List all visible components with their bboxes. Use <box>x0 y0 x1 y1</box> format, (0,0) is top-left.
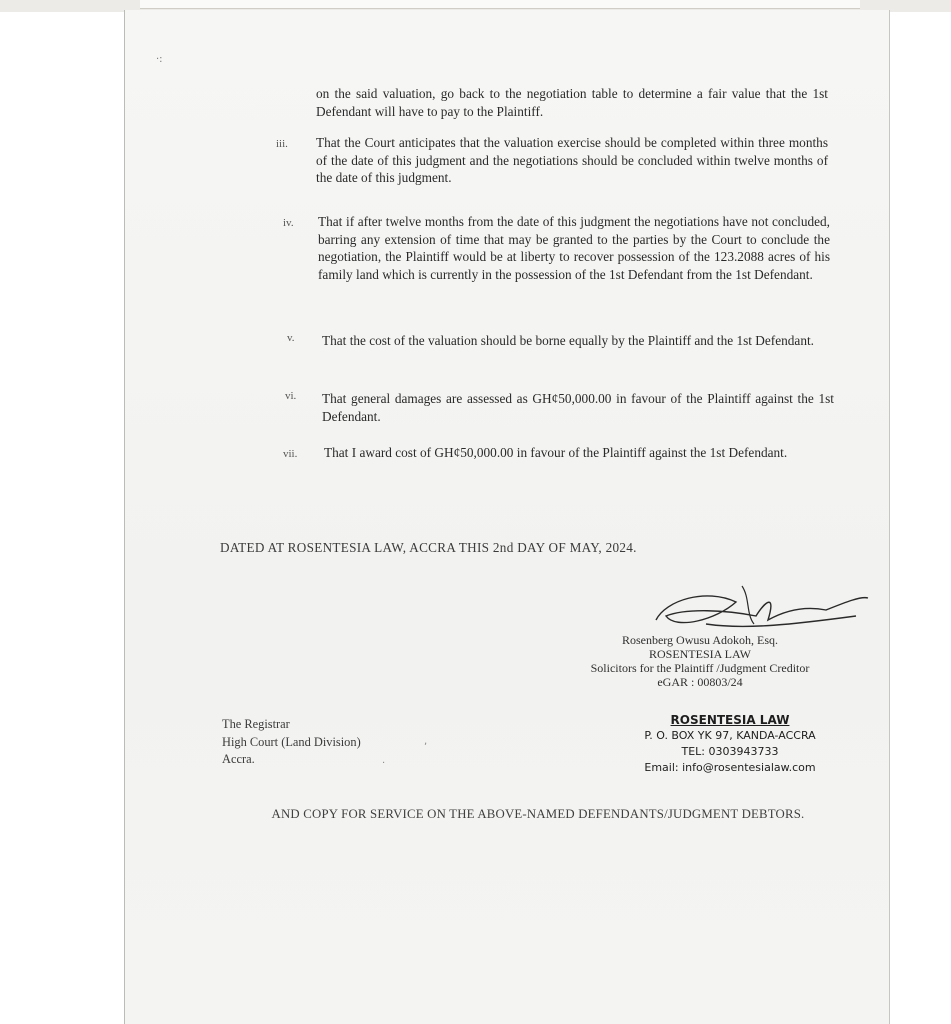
stamp-address: P. O. BOX YK 97, KANDA-ACCRA <box>644 729 816 742</box>
signatory-firm: ROSENTESIA LAW <box>648 647 752 661</box>
paragraph-text: That I award cost of GH¢50,000.00 in favour of the Plaintiff against the 1st Defendant. <box>324 445 788 460</box>
paragraph-text: on the said valuation, go back to the negotiation table to determine a fair value that the 1st Defendant will have to pay to the Plaintiff. <box>316 86 828 119</box>
service-notice: AND COPY FOR SERVICE ON THE ABOVE-NAMED DEFENDANTS/JUDGMENT DEBTORS. <box>271 807 805 821</box>
paragraph-text: That the cost of the valuation should be borne equally by the Plaintiff and the 1st Defendant. <box>322 333 814 348</box>
paragraph-numeral: iv. <box>283 217 294 229</box>
recipient-line-1: The Registrar <box>222 717 290 731</box>
recipient-address <box>222 716 361 769</box>
paragraph-numeral: vi. <box>285 390 297 402</box>
paragraph-text: That the Court anticipates that the valuation exercise should be completed within three months of the date of this judgment and the negotiations should be concluded within twelve months of the date of this judgment. <box>316 135 828 185</box>
paragraph-text: That if after twelve months from the date of this judgment the negotiations have not concluded, barring any extension of time that may be granted to the parties by the Court to conclude the negotiation, the Plaintiff would be at liberty to recover possession of the 123.2088 acres of his family land which is currently in the possession of the 1st Defendant from the 1st Defendant. <box>318 214 830 282</box>
stray-mark: · <box>382 758 386 769</box>
signatory-role: Solicitors for the Plaintiff /Judgment Creditor <box>590 661 810 675</box>
stamp-firm-name: ROSENTESIA LAW <box>670 713 790 727</box>
recipient-line-2: High Court (Land Division) <box>222 734 361 749</box>
paragraph-text: That general damages are assessed as GH¢50,000.00 in favour of the Plaintiff against the 1st Defendant. <box>322 391 834 424</box>
recipient-line-3: Accra. <box>222 752 255 766</box>
stamp-email: Email: info@rosentesialaw.com <box>644 761 816 774</box>
dated-line: DATED AT ROSENTESIA LAW, ACCRA THIS 2nd DAY OF MAY, 2024. <box>220 540 637 555</box>
page-speck: ·: <box>156 54 163 65</box>
firm-stamp <box>620 712 840 776</box>
signatory-name: Rosenberg Owusu Adokoh, Esq. <box>621 633 779 647</box>
stray-mark: , <box>424 736 428 747</box>
signatory-block <box>560 633 840 689</box>
paragraph-numeral: iii. <box>276 138 288 150</box>
signatory-egar: eGAR : 00803/24 <box>657 675 743 689</box>
paragraph-numeral: vii. <box>283 448 298 460</box>
paragraph-numeral: v. <box>287 332 295 344</box>
previous-page-edge <box>140 0 860 9</box>
handwritten-signature <box>646 580 872 640</box>
stamp-telephone: TEL: 0303943733 <box>681 745 779 758</box>
